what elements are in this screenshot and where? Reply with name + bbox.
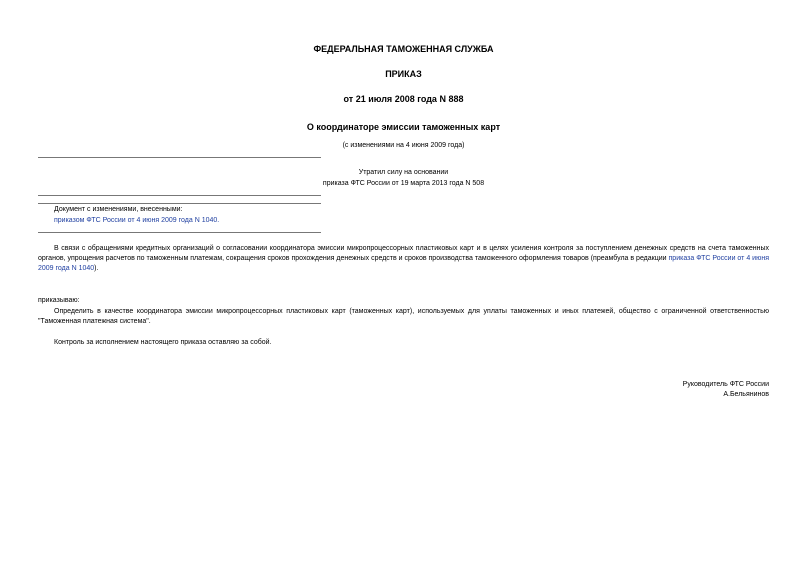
agency-name: ФЕДЕРАЛЬНАЯ ТАМОЖЕННАЯ СЛУЖБА [313,44,494,54]
divider [38,157,321,158]
document-type: ПРИКАЗ [385,69,422,79]
divider [38,195,321,196]
item-2: Контроль за исполнением настоящего приказа оставляю за собой. [54,339,272,346]
preamble-paragraph [38,244,769,274]
status-line-1: Утратил силу на основании [358,169,449,176]
divider [38,203,321,204]
signature-position: Руководитель ФТС России [682,381,769,388]
changes-link[interactable]: приказом ФТС России от 4 июня 2009 года N 1040 [54,217,218,224]
divider [38,232,321,233]
amendment-note: (с изменениями на 4 июня 2009 года) [342,142,465,149]
document-title: О координаторе эмиссии таможенных карт [306,122,501,132]
document-date-number: от 21 июля 2008 года N 888 [343,94,464,104]
item-1: Определить в качестве координатора эмиссии микропроцессорных пластиковых карт (таможенных карт), используемых для уплаты таможенных и иных платежей, общество с ограниченной ответственностью "Таможенная платежная система". [38,308,769,325]
signature-name: А.Бельянинов [723,391,769,398]
preamble-link[interactable]: приказа ФТС России от 4 июня 2009 года N 1040 [38,255,769,272]
preamble-text: В связи с обращениями кредитных организаций о согласовании координатора эмиссии микропроцессорных пластиковых карт и в целях усиления контроля за поступлением денежных средств на счета таможенных органов, упрощения расчетов по таможенным платежам, сокращения сроков прохождения денежных средств и сроков производства таможенного оформления товаров (преамбула в редакции [38,245,769,262]
changes-link-end: . [217,217,220,224]
preamble-end: ). [94,265,99,272]
changes-intro: Документ с изменениями, внесенными: [54,206,183,213]
status-line-2: приказа ФТС России от 19 марта 2013 года N 508 [322,180,485,187]
changes-link-line [54,217,219,224]
order-word: приказываю: [38,297,80,304]
